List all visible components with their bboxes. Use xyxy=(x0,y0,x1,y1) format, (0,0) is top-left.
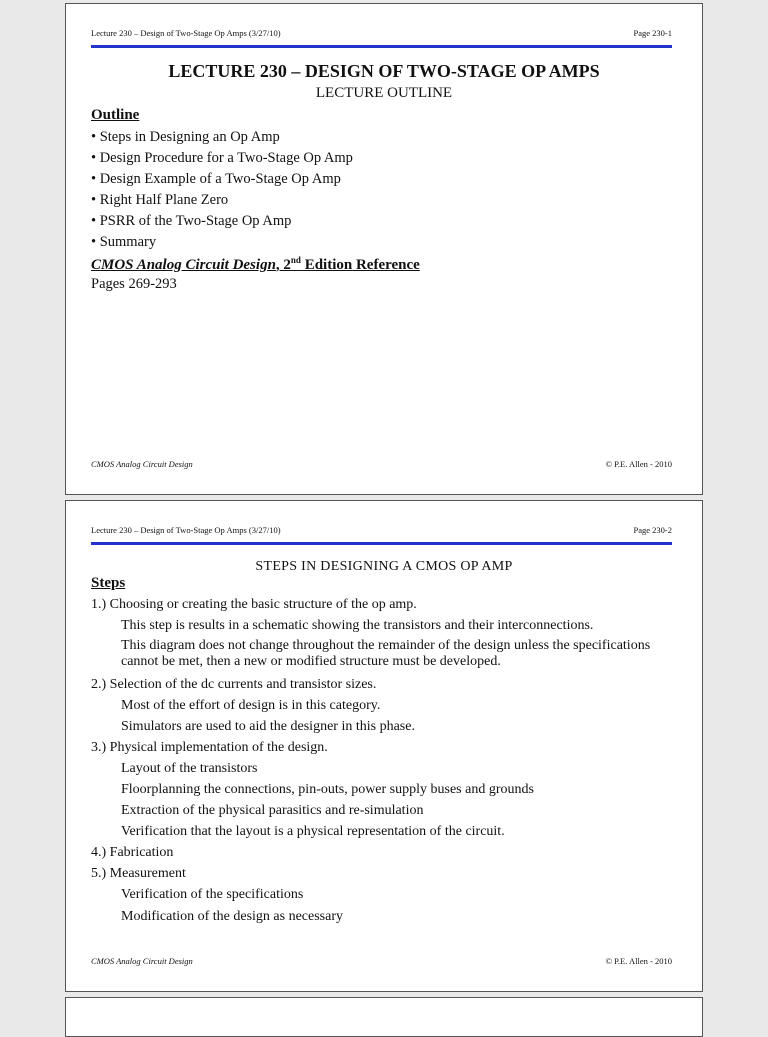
slide-footer xyxy=(91,459,672,469)
header-rule xyxy=(91,45,672,48)
slide-header xyxy=(91,28,672,38)
header-rule xyxy=(91,542,672,545)
slide-header xyxy=(91,525,672,535)
step-item: 3.) Physical implementation of the design. xyxy=(91,740,328,755)
slide-3 xyxy=(65,997,703,1037)
reference-label: Edition Reference xyxy=(300,257,420,273)
outline-item: • Summary xyxy=(91,234,157,250)
step-item: 5.) Measurement xyxy=(91,866,186,881)
step-detail: Layout of the transistors xyxy=(121,761,258,776)
outline-item: • Design Procedure for a Two-Stage Op Amp xyxy=(91,150,353,166)
header-page-number: Page 230-2 xyxy=(633,525,672,535)
step-detail: Simulators are used to aid the designer in this phase. xyxy=(121,719,415,734)
header-lecture-title: Lecture 230 – Design of Two-Stage Op Amps (3/27/10) xyxy=(91,525,281,535)
header-lecture-title: Lecture 230 – Design of Two-Stage Op Amps (3/27/10) xyxy=(91,28,281,38)
reference-edition-suffix: nd xyxy=(290,255,301,265)
reference-book-title: CMOS Analog Circuit Design xyxy=(91,257,276,273)
outline-item: • PSRR of the Two-Stage Op Amp xyxy=(91,213,292,229)
step-item: 4.) Fabrication xyxy=(91,845,174,860)
step-detail: This step is results in a schematic showing the transistors and their interconnections. xyxy=(121,618,594,633)
footer-copyright: © P.E. Allen - 2010 xyxy=(605,956,672,966)
step-detail: Floorplanning the connections, pin-outs, power supply buses and grounds xyxy=(121,782,534,797)
footer-course: CMOS Analog Circuit Design xyxy=(91,459,193,469)
reference-pages: Pages 269-293 xyxy=(91,276,177,292)
header-page-number: Page 230-1 xyxy=(633,28,672,38)
slide-footer xyxy=(91,956,672,966)
outline-list xyxy=(91,128,353,254)
slide-2 xyxy=(65,500,703,992)
steps-heading: Steps xyxy=(91,575,126,591)
outline-item: • Design Example of a Two-Stage Op Amp xyxy=(91,171,341,187)
reference-line xyxy=(91,255,420,274)
step-detail: Extraction of the physical parasitics and re-simulation xyxy=(121,803,424,818)
slide-title: STEPS IN DESIGNING A CMOS OP AMP xyxy=(255,559,513,574)
outline-item: • Right Half Plane Zero xyxy=(91,192,229,208)
step-item: 2.) Selection of the dc currents and transistor sizes. xyxy=(91,677,377,692)
footer-copyright: © P.E. Allen - 2010 xyxy=(605,459,672,469)
outline-item: • Steps in Designing an Op Amp xyxy=(91,129,280,145)
reference-edition: , 2 xyxy=(275,257,291,273)
outline-heading: Outline xyxy=(91,107,140,123)
step-detail: Verification of the specifications xyxy=(121,887,304,902)
footer-course: CMOS Analog Circuit Design xyxy=(91,956,193,966)
step-detail: Modification of the design as necessary xyxy=(121,909,343,924)
step-detail: Most of the effort of design is in this category. xyxy=(121,698,381,713)
slide-title: LECTURE 230 – DESIGN OF TWO-STAGE OP AMPS xyxy=(168,61,600,81)
step-item: 1.) Choosing or creating the basic structure of the op amp. xyxy=(91,597,417,612)
step-detail: This diagram does not change throughout the remainder of the design unless the specifications cannot be met, then a new or modified structure must be developed. xyxy=(121,638,651,669)
step-detail: Verification that the layout is a physical representation of the circuit. xyxy=(121,824,505,839)
slide-1 xyxy=(65,3,703,495)
slide-subtitle: LECTURE OUTLINE xyxy=(315,85,453,101)
